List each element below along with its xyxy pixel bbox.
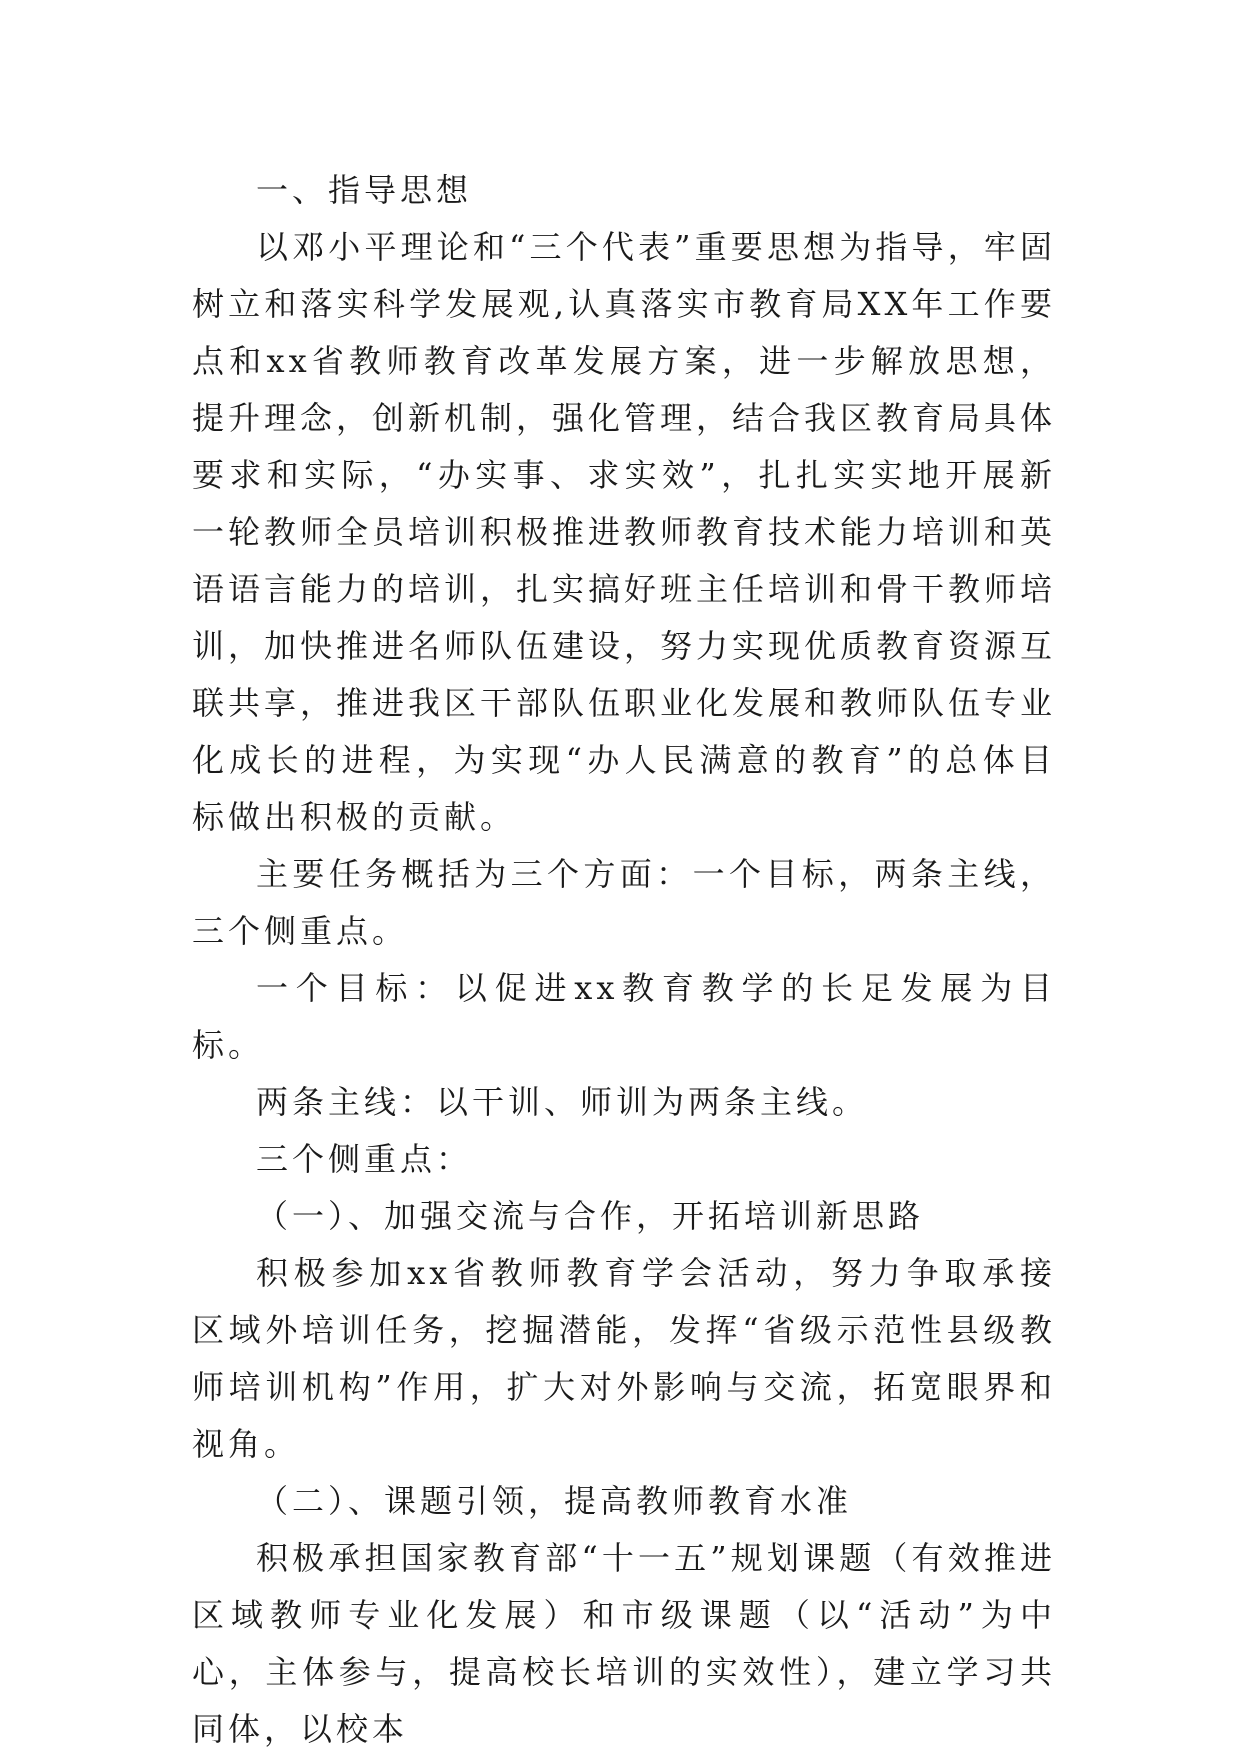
document-body bbox=[192, 162, 1056, 1758]
subheading-exchange-cooperation: （一）、加强交流与合作，开拓培训新思路 bbox=[256, 1197, 925, 1235]
subheading-research-guidance: （二）、课题引领，提高教师教育水准 bbox=[256, 1482, 853, 1520]
paragraph-one-goal: 一个目标：以促进xx教育教学的长足发展为目标。 bbox=[192, 969, 1056, 1064]
section-heading-guiding-ideology: 一、指导思想 bbox=[256, 171, 473, 209]
paragraph-two-main-lines: 两条主线：以干训、师训为两条主线。 bbox=[256, 1083, 869, 1121]
paragraph-exchange-cooperation: 积极参加xx省教师教育学会活动，努力争取承接区域外培训任务，挖掘潜能，发挥“省级示范性县级教师培训机构”作用，扩大对外影响与交流，拓宽眼界和视角。 bbox=[192, 1254, 1056, 1463]
paragraph-guiding-ideology: 以邓小平理论和“三个代表”重要思想为指导，牢固树立和落实科学发展观,认真落实市教育局XX年工作要点和xx省教师教育改革发展方案，进一步解放思想，提升理念，创新机制，强化管理，结合我区教育局具体要求和实际，“办实事、求实效”，扎扎实实地开展新一轮教师全员培训积极推进教师教育技术能力培训和英语语言能力的培训，扎实搞好班主任培训和骨干教师培训，加快推进名师队伍建设，努力实现优质教育资源互联共享，推进我区干部队伍职业化发展和教师队伍专业化成长的进程，为实现“办人民满意的教育”的总体目标做出积极的贡献。 bbox=[192, 228, 1057, 836]
paragraph-three-focuses: 三个侧重点： bbox=[256, 1140, 473, 1178]
paragraph-main-tasks: 主要任务概括为三个方面：一个目标，两条主线，三个侧重点。 bbox=[192, 855, 1056, 950]
paragraph-research-guidance: 积极承担国家教育部“十一五”规划课题（有效推进区域教师专业化发展）和市级课题（以“活动”为中心，主体参与，提高校长培训的实效性），建立学习共同体，以校本 bbox=[192, 1539, 1056, 1748]
